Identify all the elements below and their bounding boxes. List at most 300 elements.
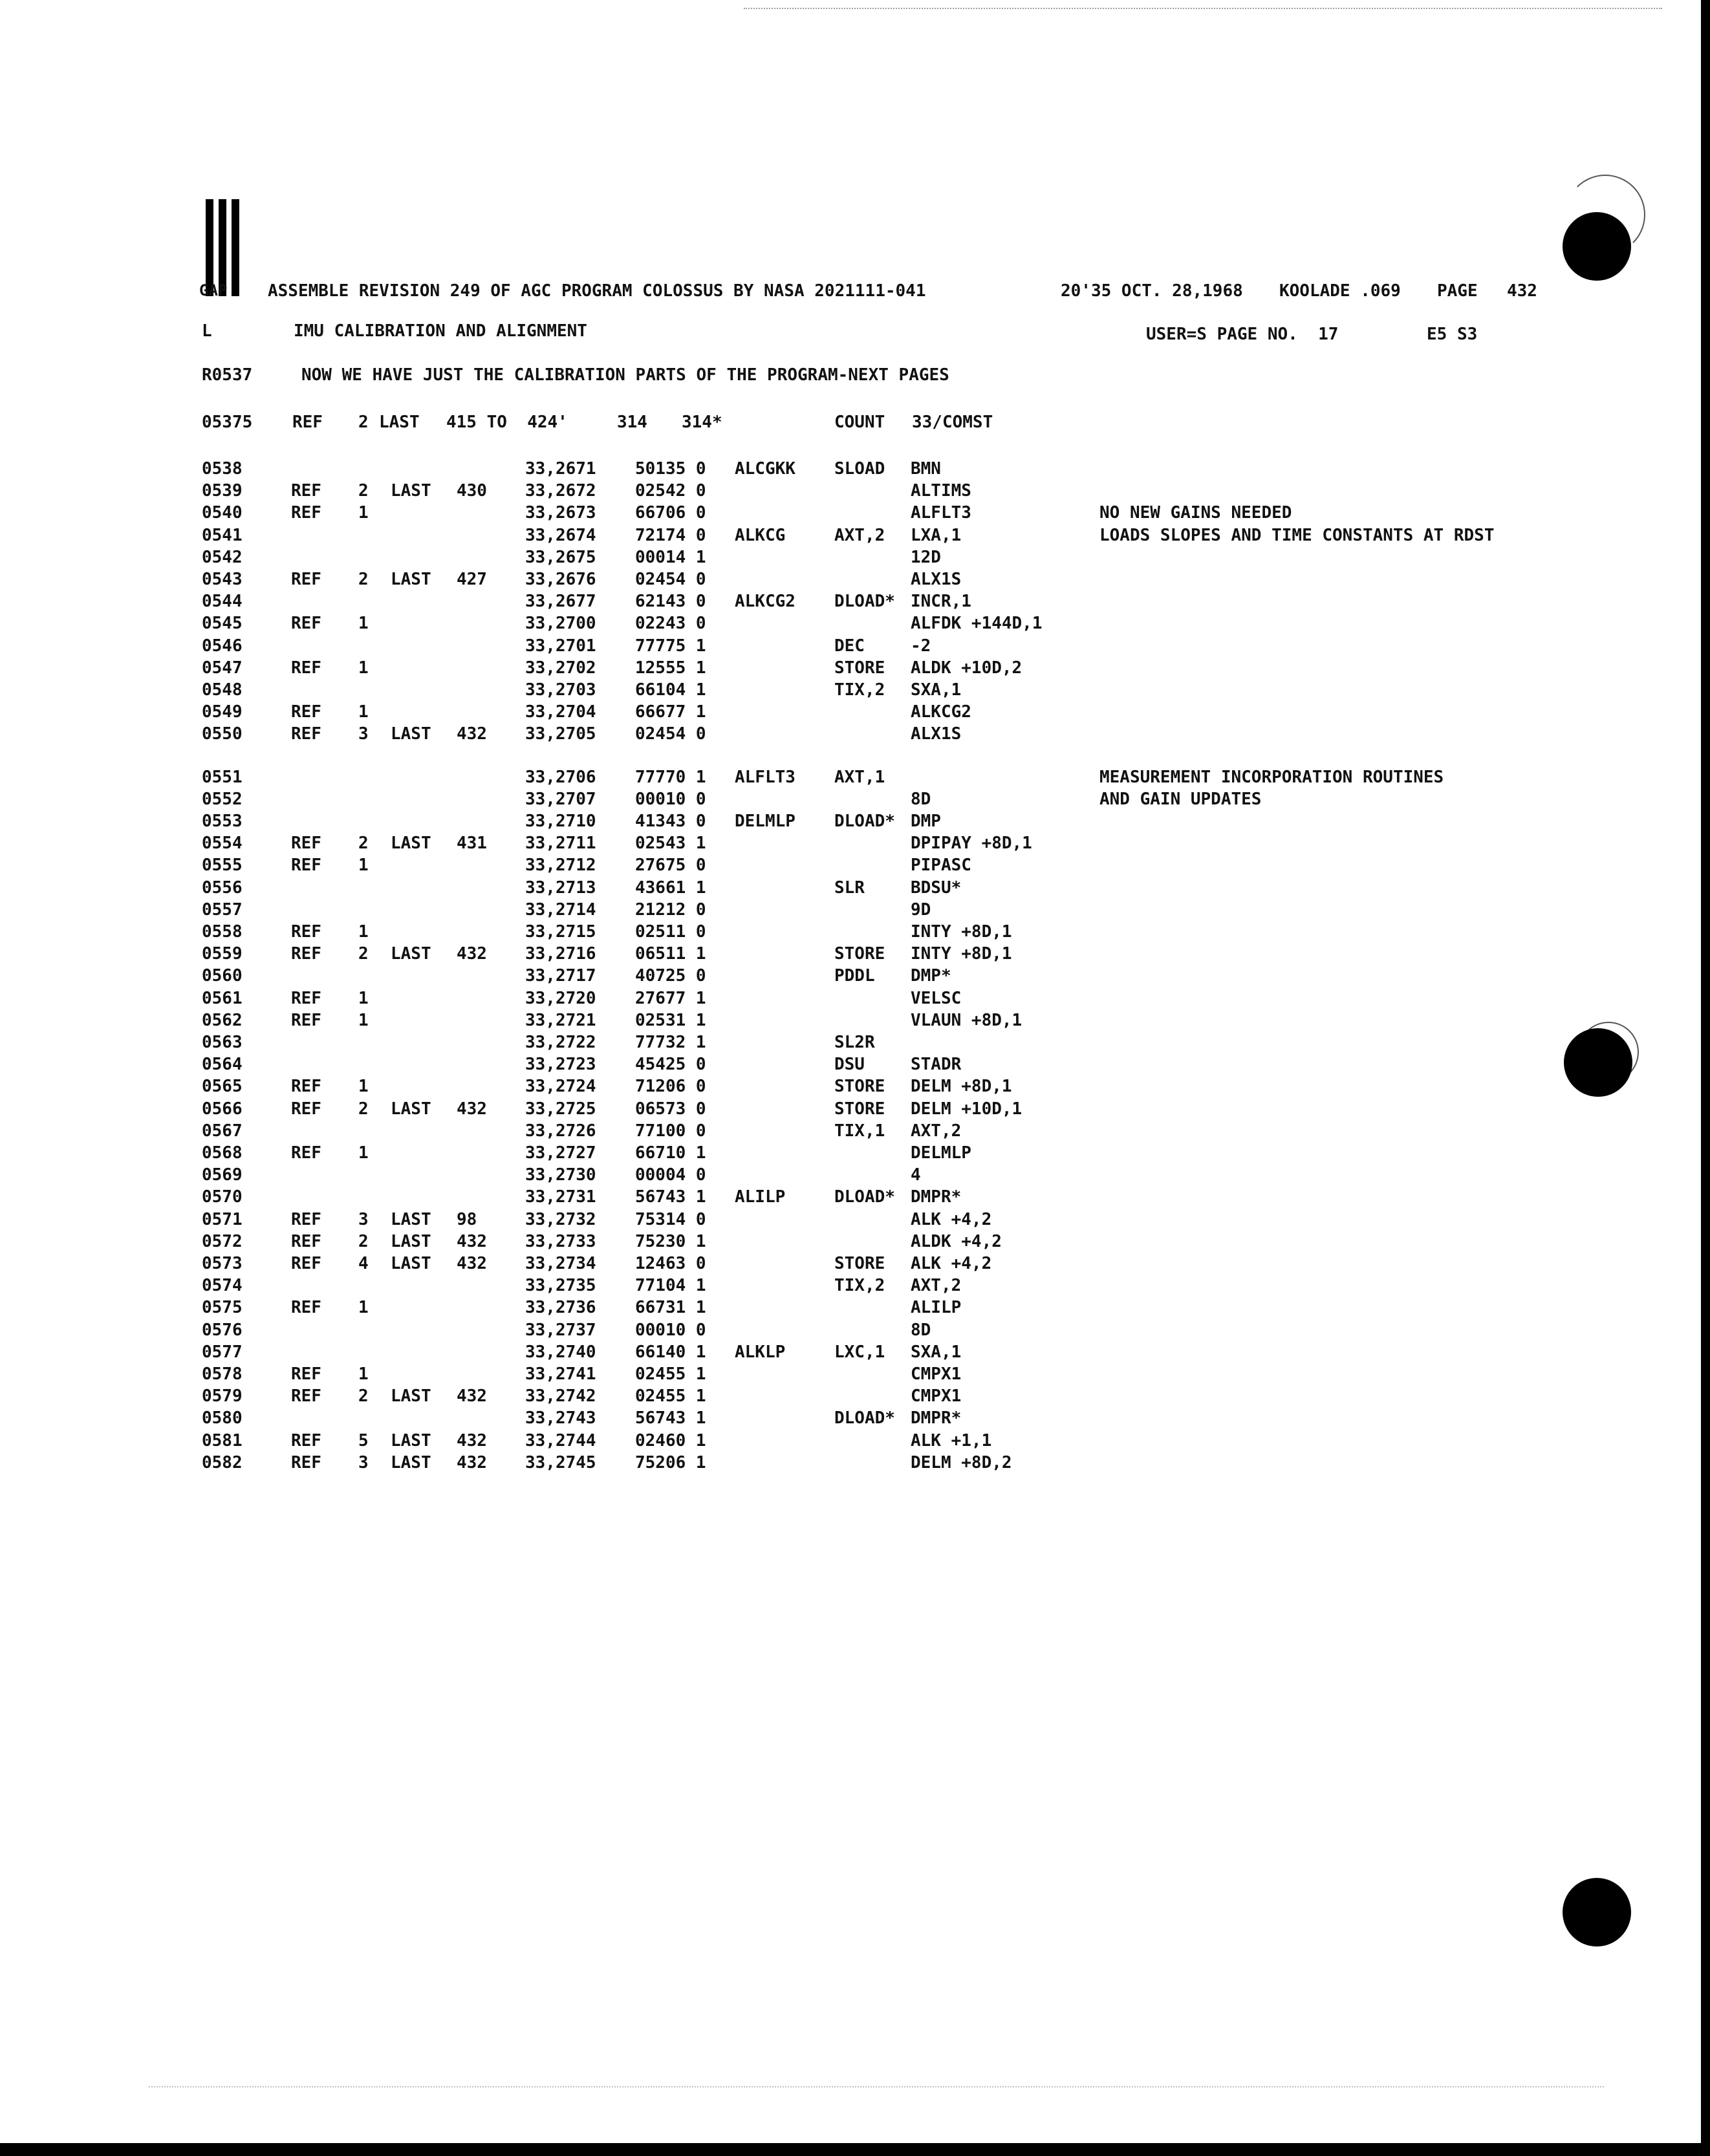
row-operand: INTY +8D,1 <box>911 922 1012 942</box>
row-line-number: 0571 <box>202 1209 243 1229</box>
row-opcode: PDDL <box>834 966 875 986</box>
row-operand: LXA,1 <box>911 525 962 545</box>
row-octal-word: 71206 0 <box>635 1077 706 1097</box>
row-octal-word: 00010 0 <box>635 1320 706 1340</box>
row-octal-word: 66706 0 <box>635 503 706 523</box>
listing-row <box>0 922 1701 944</box>
listing-row <box>0 1232 1701 1254</box>
row-address: 33,2725 <box>525 1099 596 1119</box>
page-code: E5 S3 <box>1427 325 1478 344</box>
row-line-number: 0574 <box>202 1276 243 1296</box>
row-octal-word: 56743 1 <box>635 1408 706 1428</box>
punch-hole-top <box>1563 212 1631 281</box>
row-last-marker: LAST <box>391 724 431 744</box>
row-last-page: 427 <box>457 570 487 589</box>
row-ref-count: 1 <box>358 1077 369 1097</box>
row-ref-count: 1 <box>358 1298 369 1318</box>
row-ref-marker: REF <box>291 922 321 942</box>
row-octal-word: 06511 1 <box>635 944 706 964</box>
row-line-number: 0573 <box>202 1254 243 1273</box>
row-octal-word: 72174 0 <box>635 525 706 545</box>
row-line-number: 0546 <box>202 636 243 656</box>
row-opcode: AXT,1 <box>834 767 885 787</box>
row-octal-word: 40725 0 <box>635 966 706 986</box>
row-operand: ALFLT3 <box>911 503 971 523</box>
row-address: 33,2703 <box>525 680 596 700</box>
row-address: 33,2741 <box>525 1364 596 1384</box>
row-line-number: 0557 <box>202 900 243 920</box>
row-ref-marker: REF <box>291 614 321 634</box>
row-operand: DMPR* <box>911 1187 962 1207</box>
row-ref-marker: REF <box>291 1143 321 1163</box>
ref-line-ref: REF <box>292 413 323 432</box>
row-address: 33,2745 <box>525 1452 596 1472</box>
row-line-number: 0566 <box>202 1099 243 1119</box>
row-octal-word: 02454 0 <box>635 570 706 589</box>
row-octal-word: 77775 1 <box>635 636 706 656</box>
row-octal-word: 66731 1 <box>635 1298 706 1318</box>
listing-row <box>0 1276 1701 1298</box>
row-line-number: 0547 <box>202 658 243 678</box>
listing-row <box>0 790 1701 812</box>
row-address: 33,2715 <box>525 922 596 942</box>
row-line-number: 0538 <box>202 459 243 479</box>
listing-row <box>0 878 1701 900</box>
row-address: 33,2723 <box>525 1055 596 1075</box>
row-ref-marker: REF <box>291 503 321 523</box>
row-address: 33,2706 <box>525 767 596 787</box>
row-octal-word: 00010 0 <box>635 789 706 809</box>
section-flag: L <box>202 321 212 341</box>
row-comment: NO NEW GAINS NEEDED <box>1099 503 1292 523</box>
listing-row <box>0 1210 1701 1232</box>
row-address: 33,2707 <box>525 789 596 809</box>
row-address: 33,2734 <box>525 1254 596 1273</box>
listing-row <box>0 1364 1701 1386</box>
row-address: 33,2735 <box>525 1276 596 1296</box>
row-ref-count: 1 <box>358 856 369 876</box>
row-last-page: 432 <box>457 1430 487 1450</box>
row-octal-word: 77100 0 <box>635 1121 706 1141</box>
row-operand: DELM +10D,1 <box>911 1099 1023 1119</box>
row-line-number: 0556 <box>202 878 243 898</box>
row-opcode: STORE <box>834 1077 885 1097</box>
ref-line-operand: 33/COMST <box>912 413 993 432</box>
listing-row <box>0 812 1701 834</box>
ref-line-op: COUNT <box>834 413 885 432</box>
listing-row <box>0 856 1701 878</box>
row-operand: DMPR* <box>911 1408 962 1428</box>
row-operand: BMN <box>911 459 941 479</box>
row-line-number: 0580 <box>202 1408 243 1428</box>
row-line-number: 0550 <box>202 724 243 744</box>
row-last-page: 432 <box>457 1231 487 1251</box>
row-line-number: 0545 <box>202 614 243 634</box>
listing-row <box>0 724 1701 746</box>
listing-row <box>0 1099 1701 1121</box>
row-operand: DELMLP <box>911 1143 971 1163</box>
row-operand: ALK +1,1 <box>911 1430 992 1450</box>
row-ref-count: 2 <box>358 1099 369 1119</box>
row-opcode: TIX,1 <box>834 1121 885 1141</box>
row-octal-word: 27675 0 <box>635 856 706 876</box>
row-operand: AXT,2 <box>911 1121 962 1141</box>
row-ref-count: 2 <box>358 944 369 964</box>
row-line-number: 0564 <box>202 1055 243 1075</box>
ref-line-v2: 314* <box>682 413 722 432</box>
row-ref-marker: REF <box>291 1231 321 1251</box>
row-ref-marker: REF <box>291 856 321 876</box>
row-ref-count: 1 <box>358 1364 369 1384</box>
row-line-number: 0572 <box>202 1231 243 1251</box>
row-opcode: DLOAD* <box>834 1408 895 1428</box>
row-address: 33,2674 <box>525 525 596 545</box>
row-opcode: DLOAD* <box>834 1187 895 1207</box>
row-line-number: 0553 <box>202 812 243 831</box>
row-last-page: 432 <box>457 1452 487 1472</box>
row-address: 33,2733 <box>525 1231 596 1251</box>
listing-row <box>0 900 1701 922</box>
row-octal-word: 02531 1 <box>635 1010 706 1030</box>
row-octal-word: 50135 0 <box>635 459 706 479</box>
row-operand: ALDK +10D,2 <box>911 658 1023 678</box>
row-octal-word: 77770 1 <box>635 767 706 787</box>
row-ref-count: 1 <box>358 1143 369 1163</box>
row-address: 33,2675 <box>525 547 596 567</box>
row-operand: 4 <box>911 1165 921 1185</box>
listing-row <box>0 944 1701 966</box>
row-address: 33,2726 <box>525 1121 596 1141</box>
row-operand: DELM +8D,1 <box>911 1077 1012 1097</box>
row-operand: AXT,2 <box>911 1276 962 1296</box>
row-operand: INTY +8D,1 <box>911 944 1012 964</box>
row-ref-marker: REF <box>291 1452 321 1472</box>
listing-row <box>0 614 1701 636</box>
row-line-number: 0565 <box>202 1077 243 1097</box>
row-octal-word: 02543 1 <box>635 834 706 854</box>
listing-row <box>0 548 1701 570</box>
listing-row <box>0 1187 1701 1209</box>
row-label: ALKLP <box>735 1342 786 1362</box>
row-opcode: TIX,2 <box>834 1276 885 1296</box>
row-octal-word: 66677 1 <box>635 702 706 722</box>
row-address: 33,2712 <box>525 856 596 876</box>
row-ref-count: 1 <box>358 1010 369 1030</box>
listing-row <box>0 503 1701 525</box>
row-octal-word: 27677 1 <box>635 988 706 1008</box>
row-address: 33,2737 <box>525 1320 596 1340</box>
row-ref-marker: REF <box>291 1298 321 1318</box>
row-opcode: AXT,2 <box>834 525 885 545</box>
row-address: 33,2732 <box>525 1209 596 1229</box>
row-octal-word: 02460 1 <box>635 1430 706 1450</box>
listing-row <box>0 1321 1701 1342</box>
row-operand: 8D <box>911 1320 931 1340</box>
row-operand: SXA,1 <box>911 680 962 700</box>
row-line-number: 0581 <box>202 1430 243 1450</box>
row-address: 33,2727 <box>525 1143 596 1163</box>
row-line-number: 0576 <box>202 1320 243 1340</box>
row-operand: 12D <box>911 547 941 567</box>
row-ref-count: 2 <box>358 834 369 854</box>
row-octal-word: 66710 1 <box>635 1143 706 1163</box>
listing-row <box>0 989 1701 1011</box>
row-octal-word: 62143 0 <box>635 592 706 612</box>
row-octal-word: 43661 1 <box>635 878 706 898</box>
row-ref-count: 5 <box>358 1430 369 1450</box>
row-line-number: 0561 <box>202 988 243 1008</box>
row-operand: DMP* <box>911 966 951 986</box>
row-last-page: 432 <box>457 944 487 964</box>
row-ref-count: 2 <box>358 481 369 501</box>
row-ref-marker: REF <box>291 988 321 1008</box>
row-ref-marker: REF <box>291 1209 321 1229</box>
listing-row <box>0 636 1701 658</box>
row-octal-word: 02455 1 <box>635 1386 706 1407</box>
row-octal-word: 66104 1 <box>635 680 706 700</box>
row-line-number: 0558 <box>202 922 243 942</box>
row-address: 33,2743 <box>525 1408 596 1428</box>
row-line-number: 0555 <box>202 856 243 876</box>
row-last-page: 432 <box>457 1254 487 1273</box>
header-user: KOOLADE .069 <box>1279 281 1401 301</box>
row-line-number: 0542 <box>202 547 243 567</box>
row-opcode: STORE <box>834 1099 885 1119</box>
row-last-marker: LAST <box>391 1099 431 1119</box>
row-octal-word: 77732 1 <box>635 1033 706 1052</box>
header-title: ASSEMBLE REVISION 249 OF AGC PROGRAM COLOSSUS BY NASA 2021111-041 <box>268 281 926 301</box>
row-operand: CMPX1 <box>911 1386 962 1407</box>
row-opcode: DLOAD* <box>834 592 895 612</box>
row-label: ALFLT3 <box>735 767 795 787</box>
ref-line-count: 2 <box>358 413 369 432</box>
row-ref-count: 1 <box>358 614 369 634</box>
row-line-number: 0568 <box>202 1143 243 1163</box>
row-ref-marker: REF <box>291 1254 321 1273</box>
top-perforation <box>744 8 1662 10</box>
listing-row <box>0 1386 1701 1408</box>
row-ref-marker: REF <box>291 570 321 589</box>
row-last-page: 432 <box>457 724 487 744</box>
header-page-label: PAGE <box>1437 281 1478 301</box>
row-last-marker: LAST <box>391 1452 431 1472</box>
row-operand: ALDK +4,2 <box>911 1231 1002 1251</box>
row-ref-count: 2 <box>358 1231 369 1251</box>
row-ref-count: 1 <box>358 702 369 722</box>
row-opcode: STORE <box>834 658 885 678</box>
row-last-marker: LAST <box>391 570 431 589</box>
row-ref-count: 2 <box>358 1386 369 1407</box>
row-last-marker: LAST <box>391 1209 431 1229</box>
row-line-number: 0541 <box>202 525 243 545</box>
row-operand: DMP <box>911 812 941 831</box>
row-last-marker: LAST <box>391 1231 431 1251</box>
row-address: 33,2744 <box>525 1430 596 1450</box>
row-operand: ALK +4,2 <box>911 1254 992 1273</box>
row-octal-word: 12555 1 <box>635 658 706 678</box>
ref-line-v1: 314 <box>617 413 647 432</box>
row-line-number: 0548 <box>202 680 243 700</box>
row-operand: ALX1S <box>911 570 962 589</box>
row-last-marker: LAST <box>391 834 431 854</box>
row-operand: ALKCG2 <box>911 702 971 722</box>
row-address: 33,2713 <box>525 878 596 898</box>
row-operand: DELM +8D,2 <box>911 1452 1012 1472</box>
row-address: 33,2702 <box>525 658 596 678</box>
row-address: 33,2701 <box>525 636 596 656</box>
row-ref-count: 3 <box>358 1209 369 1229</box>
row-ref-marker: REF <box>291 481 321 501</box>
row-operand: SXA,1 <box>911 1342 962 1362</box>
row-octal-word: 12463 0 <box>635 1254 706 1273</box>
row-octal-word: 75230 1 <box>635 1231 706 1251</box>
row-operand: PIPASC <box>911 856 971 876</box>
row-line-number: 0578 <box>202 1364 243 1384</box>
row-operand: BDSU* <box>911 878 962 898</box>
row-line-number: 0543 <box>202 570 243 589</box>
row-line-number: 0562 <box>202 1010 243 1030</box>
row-address: 33,2736 <box>525 1298 596 1318</box>
bottom-perforation <box>149 2086 1604 2089</box>
row-line-number: 0539 <box>202 481 243 501</box>
row-address: 33,2710 <box>525 812 596 831</box>
row-last-page: 432 <box>457 1099 487 1119</box>
row-operand: VELSC <box>911 988 962 1008</box>
row-address: 33,2673 <box>525 503 596 523</box>
row-line-number: 0575 <box>202 1298 243 1318</box>
row-comment: MEASUREMENT INCORPORATION ROUTINES <box>1099 767 1444 787</box>
listing-row <box>0 459 1701 481</box>
row-line-number: 0559 <box>202 944 243 964</box>
row-address: 33,2714 <box>525 900 596 920</box>
row-address: 33,2676 <box>525 570 596 589</box>
row-operand: INCR,1 <box>911 592 971 612</box>
listing-row <box>0 680 1701 702</box>
row-octal-word: 56743 1 <box>635 1187 706 1207</box>
row-operand: CMPX1 <box>911 1364 962 1384</box>
row-label: DELMLP <box>735 812 795 831</box>
listing-row <box>0 1011 1701 1033</box>
row-ref-count: 1 <box>358 988 369 1008</box>
row-opcode: SLOAD <box>834 459 885 479</box>
listing-row <box>0 1298 1701 1320</box>
listing-row <box>0 834 1701 856</box>
user-page-number: USER=S PAGE NO. 17 <box>1146 325 1339 344</box>
row-octal-word: 02455 1 <box>635 1364 706 1384</box>
listing-row <box>0 526 1701 548</box>
row-ref-count: 3 <box>358 724 369 744</box>
row-line-number: 0551 <box>202 767 243 787</box>
row-last-page: 98 <box>457 1209 477 1229</box>
row-octal-word: 45425 0 <box>635 1055 706 1075</box>
row-label: ALCGKK <box>735 459 795 479</box>
header-marker: GAP <box>199 281 228 299</box>
row-octal-word: 02243 0 <box>635 614 706 634</box>
row-octal-word: 75206 1 <box>635 1452 706 1472</box>
row-ref-marker: REF <box>291 834 321 854</box>
header-timestamp: 20'35 OCT. 28,1968 <box>1061 281 1243 301</box>
listing-row <box>0 1121 1701 1143</box>
listing-row <box>0 1033 1701 1055</box>
section-title: IMU CALIBRATION AND ALIGNMENT <box>294 321 587 341</box>
row-operand: 8D <box>911 789 931 809</box>
row-address: 33,2705 <box>525 724 596 744</box>
row-opcode: LXC,1 <box>834 1342 885 1362</box>
row-operand: ALX1S <box>911 724 962 744</box>
row-ref-count: 1 <box>358 658 369 678</box>
row-line-number: 0577 <box>202 1342 243 1362</box>
row-comment: LOADS SLOPES AND TIME CONSTANTS AT RDST <box>1099 525 1495 545</box>
row-ref-count: 1 <box>358 922 369 942</box>
remark-id: R0537 <box>202 365 253 385</box>
row-octal-word: 02454 0 <box>635 724 706 744</box>
row-ref-marker: REF <box>291 1386 321 1407</box>
listing-row <box>0 768 1701 790</box>
row-line-number: 0579 <box>202 1386 243 1407</box>
row-last-marker: LAST <box>391 1254 431 1273</box>
listing-row <box>0 570 1701 592</box>
row-last-marker: LAST <box>391 1430 431 1450</box>
row-address: 33,2730 <box>525 1165 596 1185</box>
listing-row <box>0 966 1701 988</box>
row-octal-word: 66140 1 <box>635 1342 706 1362</box>
row-address: 33,2720 <box>525 988 596 1008</box>
row-operand: ALTIMS <box>911 481 971 501</box>
row-line-number: 0544 <box>202 592 243 612</box>
row-address: 33,2717 <box>525 966 596 986</box>
row-address: 33,2672 <box>525 481 596 501</box>
row-ref-count: 2 <box>358 570 369 589</box>
row-octal-word: 00004 0 <box>635 1165 706 1185</box>
row-last-marker: LAST <box>391 944 431 964</box>
row-octal-word: 41343 0 <box>635 812 706 831</box>
row-label: ALKCG <box>735 525 786 545</box>
row-opcode: STORE <box>834 1254 885 1273</box>
row-operand: DPIPAY +8D,1 <box>911 834 1032 854</box>
row-label: ALILP <box>735 1187 786 1207</box>
row-line-number: 0554 <box>202 834 243 854</box>
row-operand: -2 <box>911 636 931 656</box>
row-operand: STADR <box>911 1055 962 1075</box>
row-address: 33,2740 <box>525 1342 596 1362</box>
row-opcode: DSU <box>834 1055 865 1075</box>
row-address: 33,2731 <box>525 1187 596 1207</box>
ref-line-number: 05375 <box>202 413 253 432</box>
row-opcode: TIX,2 <box>834 680 885 700</box>
row-line-number: 0570 <box>202 1187 243 1207</box>
row-octal-word: 00014 1 <box>635 547 706 567</box>
row-ref-marker: REF <box>291 658 321 678</box>
row-address: 33,2704 <box>525 702 596 722</box>
row-line-number: 0582 <box>202 1452 243 1472</box>
row-line-number: 0560 <box>202 966 243 986</box>
listing-row <box>0 1431 1701 1453</box>
listing-row <box>0 592 1701 614</box>
header-page-number: 432 <box>1507 281 1537 301</box>
row-ref-marker: REF <box>291 1099 321 1119</box>
ref-line-range: 415 TO 424' <box>446 413 568 432</box>
row-octal-word: 75314 0 <box>635 1209 706 1229</box>
row-octal-word: 77104 1 <box>635 1276 706 1296</box>
listing-row <box>0 1165 1701 1187</box>
row-last-page: 431 <box>457 834 487 854</box>
listing-row <box>0 1143 1701 1165</box>
listing-row <box>0 1077 1701 1099</box>
row-operand: ALFDK +144D,1 <box>911 614 1043 634</box>
row-line-number: 0567 <box>202 1121 243 1141</box>
row-address: 33,2671 <box>525 459 596 479</box>
row-opcode: SLR <box>834 878 865 898</box>
